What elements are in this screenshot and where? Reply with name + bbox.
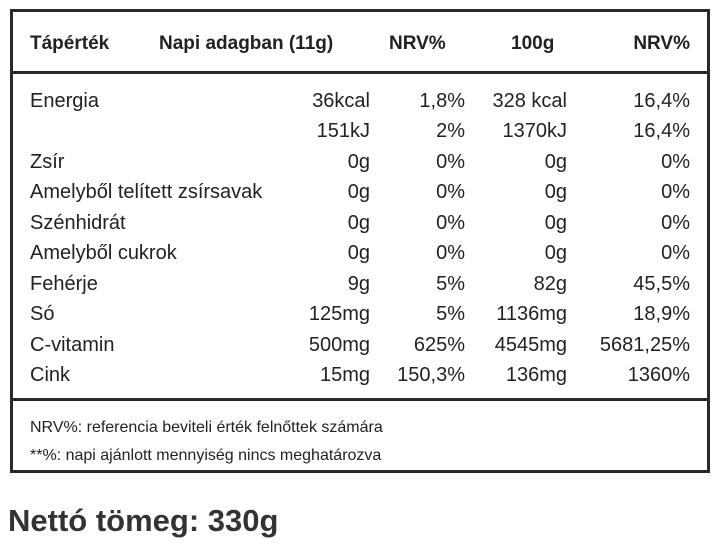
nrv-100g: 18,9% xyxy=(633,303,690,325)
daily-amount: 0g xyxy=(347,151,370,173)
table-row xyxy=(13,242,707,272)
table-row xyxy=(13,120,707,150)
nrv-100g: 45,5% xyxy=(633,273,690,295)
table-row xyxy=(13,364,707,394)
daily-amount: 0g xyxy=(347,242,370,264)
header-nrv-daily: NRV% xyxy=(389,33,446,54)
nrv-100g: 0% xyxy=(661,151,690,173)
daily-amount: 151kJ xyxy=(316,120,370,142)
nrv-100g: 0% xyxy=(661,212,690,234)
nutrition-table xyxy=(10,9,710,473)
nutrient-name: Fehérje xyxy=(30,273,98,295)
daily-nrv: 0% xyxy=(436,151,465,173)
daily-amount: 36kcal xyxy=(312,90,370,112)
daily-nrv: 5% xyxy=(436,273,465,295)
header-daily-dose: Napi adagban (11g) xyxy=(159,33,334,54)
nutrient-name: Amelyből cukrok xyxy=(30,242,177,264)
footnote-undefined: **%: napi ajánlott mennyiség nincs meghatározva xyxy=(30,447,382,464)
daily-nrv: 0% xyxy=(436,212,465,234)
table-row xyxy=(13,212,707,242)
table-header xyxy=(13,12,707,74)
daily-amount: 0g xyxy=(347,181,370,203)
nutrient-name: C-vitamin xyxy=(30,334,115,356)
nutrient-name: Cink xyxy=(30,364,71,386)
daily-nrv: 1,8% xyxy=(419,90,465,112)
table-row xyxy=(13,334,707,364)
nutrient-name: Zsír xyxy=(30,151,65,173)
nrv-100g: 1360% xyxy=(627,364,690,386)
nrv-100g: 0% xyxy=(661,242,690,264)
nrv-100g: 16,4% xyxy=(633,120,690,142)
amount-100g: 1370kJ xyxy=(502,120,567,142)
header-nrv-100g: NRV% xyxy=(633,33,690,54)
table-row xyxy=(13,303,707,333)
daily-nrv: 0% xyxy=(436,242,465,264)
amount-100g: 0g xyxy=(544,212,567,234)
amount-100g: 0g xyxy=(544,242,567,264)
nutrient-name: Amelyből telített zsírsavak xyxy=(30,181,263,203)
net-weight: Nettó tömeg: 330g xyxy=(8,503,279,538)
daily-nrv: 5% xyxy=(436,303,465,325)
table-row xyxy=(13,181,707,211)
nrv-100g: 16,4% xyxy=(633,90,690,112)
daily-nrv: 2% xyxy=(436,120,465,142)
daily-nrv: 0% xyxy=(436,181,465,203)
amount-100g: 0g xyxy=(544,151,567,173)
nutrient-name: Energia xyxy=(30,90,99,112)
daily-amount: 9g xyxy=(347,273,370,295)
table-row xyxy=(13,151,707,181)
table-footnotes xyxy=(13,398,707,470)
nutrient-name: Só xyxy=(30,303,55,325)
daily-amount: 125mg xyxy=(308,303,370,325)
nutrient-name: Szénhidrát xyxy=(30,212,126,234)
header-nutrient: Tápérték xyxy=(30,33,110,54)
daily-amount: 0g xyxy=(347,212,370,234)
daily-nrv: 150,3% xyxy=(397,364,465,386)
amount-100g: 0g xyxy=(544,181,567,203)
nrv-100g: 5681,25% xyxy=(599,334,690,356)
daily-amount: 500mg xyxy=(308,334,370,356)
amount-100g: 4545mg xyxy=(494,334,567,356)
amount-100g: 136mg xyxy=(505,364,567,386)
nrv-100g: 0% xyxy=(661,181,690,203)
table-row xyxy=(13,273,707,303)
amount-100g: 328 kcal xyxy=(492,90,567,112)
header-per-100g: 100g xyxy=(511,33,555,54)
amount-100g: 1136mg xyxy=(496,303,567,325)
daily-amount: 15mg xyxy=(319,364,370,386)
table-row xyxy=(13,90,707,120)
amount-100g: 82g xyxy=(533,273,567,295)
daily-nrv: 625% xyxy=(413,334,465,356)
footnote-nrv: NRV%: referencia beviteli érték felnőttek számára xyxy=(30,419,383,436)
